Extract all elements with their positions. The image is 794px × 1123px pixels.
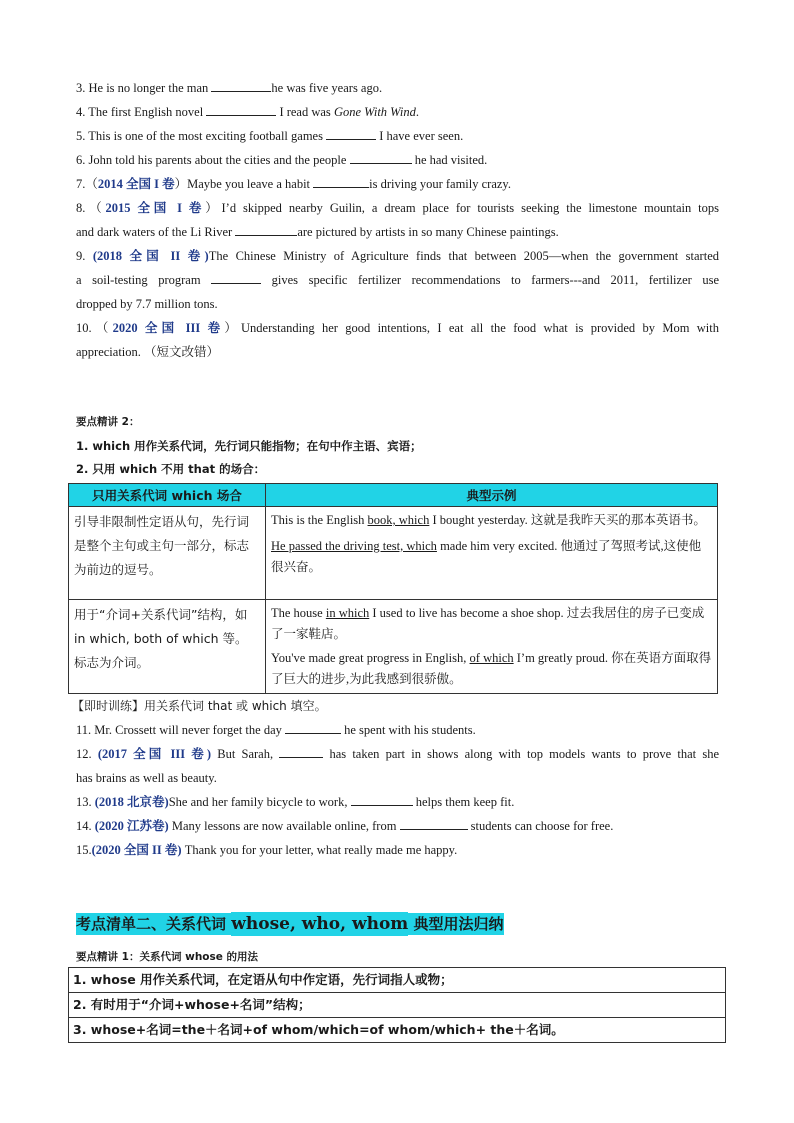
- question-10: 10.（2020 全国 III 卷）Understanding her good intentions, I eat all the food what is provided by Mom with: [76, 321, 720, 335]
- source-tag: (2020 全国 II 卷): [91, 843, 182, 857]
- question-15: 15.(2020 全国 II 卷) Thank you for your letter, what really made me happy.: [76, 843, 458, 857]
- question-7: 7.（2014 全国 I 卷）Maybe you leave a habit is driving your family crazy.: [76, 177, 511, 191]
- question-12: 12. (2017 全国 III 卷) But Sarah, has taken part in shows along with top models wants to prove that she: [76, 747, 719, 761]
- table-header: 只用关系代词 which 场合: [69, 484, 266, 507]
- source-tag: 2020 全国 III 卷: [112, 321, 225, 335]
- answer-blank[interactable]: [211, 272, 261, 284]
- question-9-line3: dropped by 7.7 million tons.: [76, 297, 218, 311]
- source-tag: 2014 全国 I 卷: [97, 177, 175, 191]
- whose-rules-box: [68, 967, 726, 1043]
- question-14: 14. (2020 江苏卷) Many lessons are now available online, from students can choose for free.: [76, 819, 614, 833]
- question-10-line2: appreciation. （短文改错）: [76, 345, 220, 359]
- source-tag: (2018 北京卷): [94, 795, 169, 809]
- table-row: [69, 600, 718, 694]
- question-6: 6. John told his parents about the cities and the people he had visited.: [76, 153, 488, 167]
- example-sentence: This is the English book, which I bought yesterday. 这就是我昨天买的那本英语书。: [271, 513, 706, 527]
- rule-line: 3. whose+名词=the＋名词+of whom/which=of whom/which+ the＋名词。: [69, 1017, 725, 1042]
- table-header: 典型示例: [266, 484, 718, 507]
- answer-blank[interactable]: [326, 128, 376, 140]
- section-heading: 考点清单二、关系代词 whose, who, whom 典型用法归纳: [76, 914, 504, 934]
- question-8-line2: and dark waters of the Li River are pictured by artists in so many Chinese paintings.: [76, 225, 559, 239]
- answer-blank[interactable]: [350, 152, 412, 164]
- answer-blank[interactable]: [211, 80, 271, 92]
- question-4: 4. The first English novel I read was Gone With Wind.: [76, 105, 420, 119]
- answer-blank[interactable]: [285, 722, 341, 734]
- rule-line: 1. whose 用作关系代词，在定语从句中作定语，先行词指人或物；: [73, 972, 453, 987]
- point-rule-1: 1. which 用作关系代词，先行词只能指物；在句中作主语、宾语；: [76, 439, 422, 453]
- example-sentence: The house in which I used to live has become a shoe shop. 过去我居住的房子已变成了一家鞋店。: [271, 606, 705, 641]
- answer-blank[interactable]: [206, 104, 276, 116]
- question-3: 3. He is no longer the man he was five years ago.: [76, 81, 383, 95]
- usage-cell: 引导非限制性定语从句，先行词是整个主句或主句一部分，标志为前边的逗号。: [69, 507, 266, 600]
- usage-cell: 用于“介词+关系代词”结构，如 in which, both of which 等。标志为介词。: [69, 600, 266, 694]
- question-5: 5. This is one of the most exciting football games I have ever seen.: [76, 129, 464, 143]
- question-13: 13. (2018 北京卷)She and her family bicycle to work, helps them keep fit.: [76, 795, 515, 809]
- source-tag: (2018 全国 II 卷): [92, 249, 209, 263]
- example-cell: [266, 600, 718, 694]
- point-title: 要点精讲 1：关系代词 whose 的用法: [76, 951, 259, 963]
- answer-blank[interactable]: [235, 224, 297, 236]
- source-tag: 2015 全国 I 卷: [105, 201, 206, 215]
- question-9-line2: a soil-testing program gives specific fertilizer recommendations to farmers---and 2011, fertilizer use: [76, 273, 719, 287]
- source-tag: (2017 全国 III 卷): [97, 747, 212, 761]
- drill-heading: 【即时训练】用关系代词 that 或 which 填空。: [72, 699, 327, 713]
- which-usage-table: [68, 483, 718, 694]
- example-sentence: He passed the driving test, which made him very excited. 他通过了驾照考试,这使他很兴奋。: [271, 539, 702, 574]
- question-11: 11. Mr. Crossett will never forget the day he spent with his students.: [76, 723, 476, 737]
- table-row: [69, 507, 718, 600]
- answer-blank[interactable]: [279, 746, 323, 758]
- answer-blank[interactable]: [400, 818, 468, 830]
- answer-blank[interactable]: [351, 794, 413, 806]
- point-rule-2: 2. 只用 which 不用 that 的场合：: [76, 462, 266, 476]
- example-sentence: You've made great progress in English, of which I’m greatly proud. 你在英语方面取得了巨大的进步,为此我感到很骄傲。: [271, 651, 712, 686]
- point-title: 要点精讲 2：: [76, 416, 140, 428]
- question-9: 9. (2018 全国 II 卷)The Chinese Ministry of Agriculture finds that between 2005—when the government started: [76, 249, 719, 263]
- source-tag: (2020 江苏卷): [94, 819, 169, 833]
- example-cell: [266, 507, 718, 600]
- rule-line: 2. 有时用于“介词+whose+名词”结构；: [69, 992, 725, 1017]
- answer-blank[interactable]: [313, 176, 369, 188]
- question-12-line2: has brains as well as beauty.: [76, 771, 217, 785]
- question-8: 8.（2015 全国 I 卷）I’d skipped nearby Guilin, a dream place for tourists seeking the limestone mountain tops: [76, 201, 719, 215]
